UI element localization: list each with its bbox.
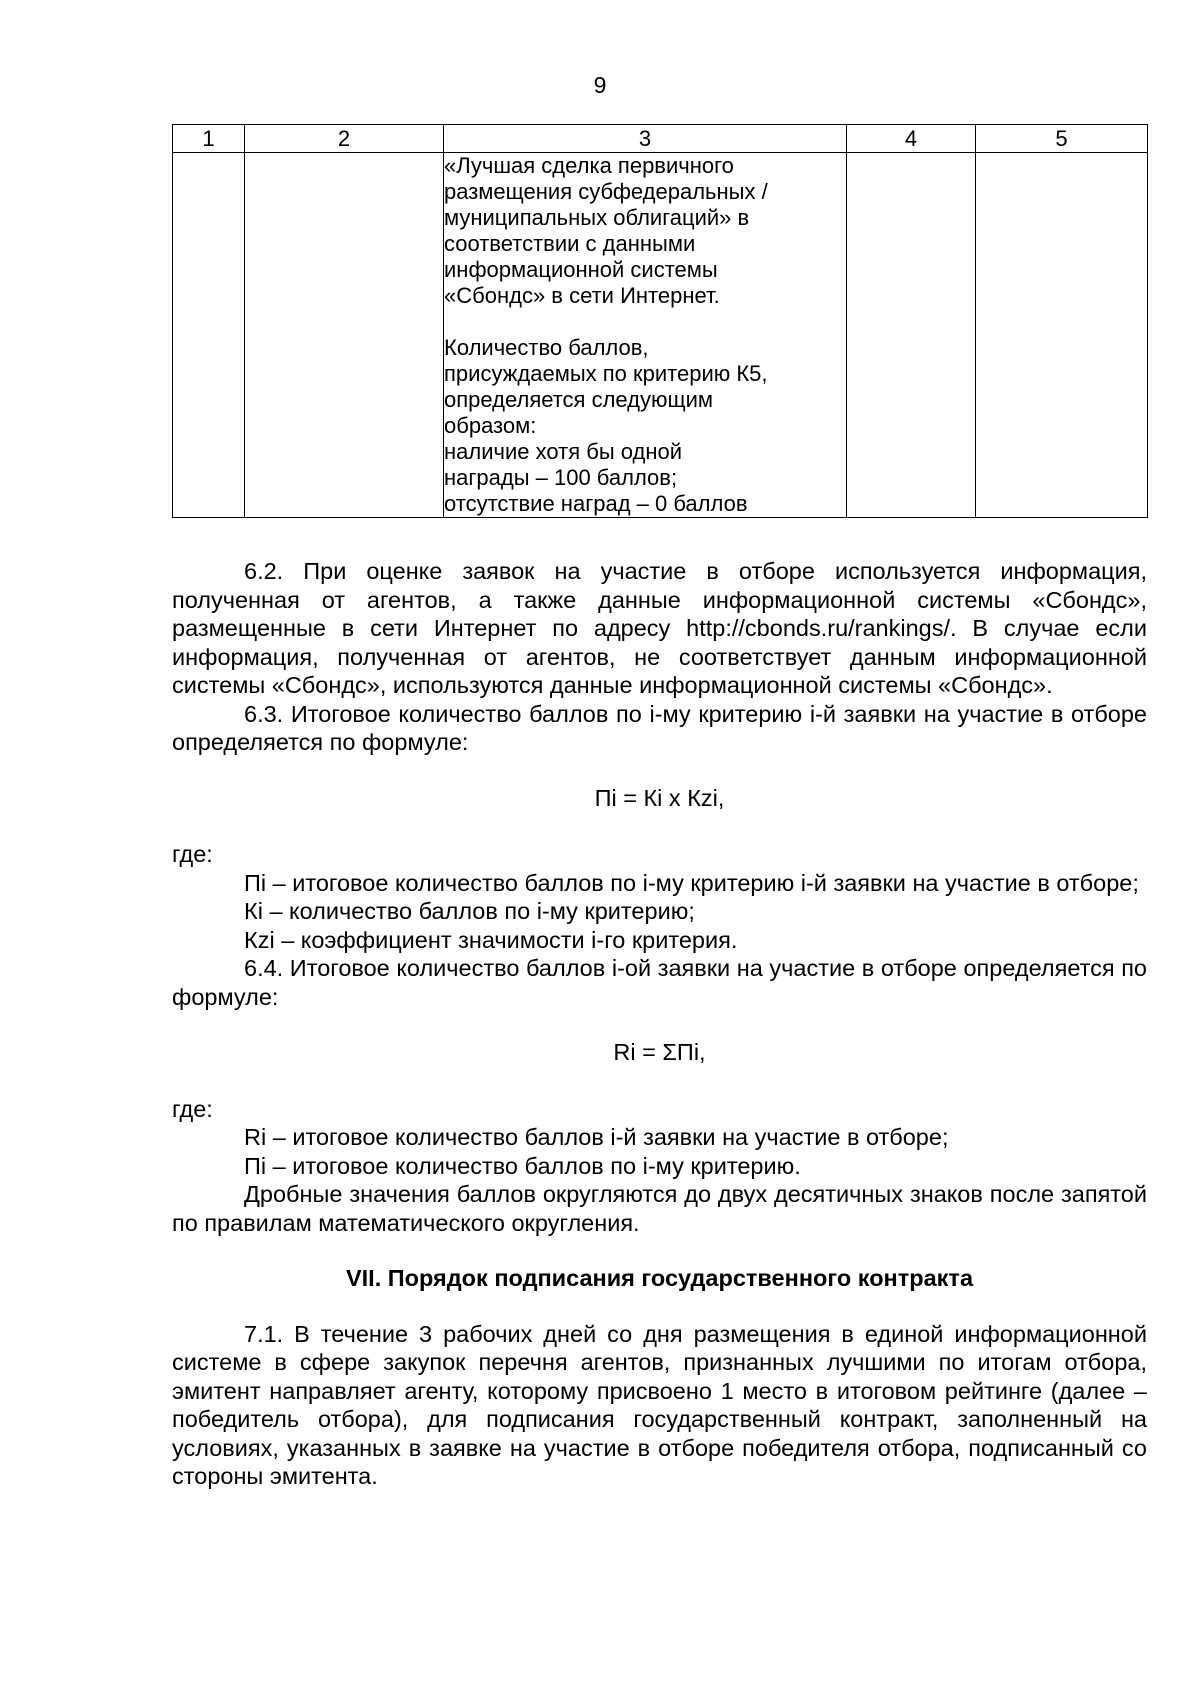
definition-ri: Ri – итоговое количество баллов i-й заявки на участие в отборе;: [244, 1124, 949, 1150]
where-label: где:: [172, 841, 213, 867]
table-header-cell: 3: [444, 125, 847, 153]
definition-ki: Кi – количество баллов по i-му критерию;: [244, 898, 695, 924]
table-cell-empty: [245, 153, 444, 518]
paragraph-7-1: 7.1. В течение 3 рабочих дней со дня размещения в единой информационной системе в сфере закупок перечня агентов, признанных лучшими по итогам отбора, эмитент направляет агенту, которому присвоено 1 место в итоговом рейтинге (далее – победитель отбора), для подписания государственный контракт, заполненный на условиях, указанных в заявке на участие в отборе победителя отбора, подписанный со стороны эмитента.: [172, 1320, 1147, 1489]
table-row: [173, 153, 1148, 518]
table-cell-empty: [976, 153, 1148, 518]
table-header-cell: 5: [976, 125, 1148, 153]
where-label: где:: [172, 1095, 213, 1122]
criteria-table: [172, 124, 1148, 518]
formula-pi: Пi = Кi x Кzi,: [594, 784, 725, 811]
document-body: [172, 557, 1147, 1491]
rounding-rule: Дробные значения баллов округляются до двух десятичных знаков после запятой по правилам математического округления.: [172, 1181, 1147, 1236]
paragraph-6-4: 6.4. Итоговое количество баллов i-ой заявки на участие в отборе определяется по формуле:: [172, 955, 1147, 1010]
table-header-cell: 2: [245, 125, 444, 153]
page-number: 9: [593, 72, 607, 98]
definition-kzi: Кzi – коэффициент значимости i-го критерия.: [244, 926, 738, 953]
section-heading: VII. Порядок подписания государственного контракта: [345, 1265, 974, 1291]
definition-pi-total: Пi – итоговое количество баллов по i-му критерию.: [244, 1152, 801, 1179]
criterion-scoring: Количество баллов, присуждаемых по критерию К5, определяется следующим образом: наличие хотя бы одной награды – 100 баллов; отсутствие наград – 0 баллов: [444, 335, 768, 516]
criterion-description: «Лучшая сделка первичного размещения субфедеральных / муниципальных облигаций» в соответствии с данными информационной системы «Сбондс» в сети Интернет.: [444, 153, 768, 308]
table-cell-criterion-text: [444, 153, 847, 518]
table-cell-empty: [847, 153, 976, 518]
formula-ri: Ri = ΣПi,: [613, 1039, 706, 1065]
table-cell-empty: [173, 153, 245, 518]
table-header-cell: 4: [847, 125, 976, 153]
table-header-cell: 1: [173, 125, 245, 153]
paragraph-6-2: 6.2. При оценке заявок на участие в отборе используется информация, полученная от агентов, а также данные информационной системы «Сбондс», размещенные в сети Интернет по адресу http://cbonds.ru/rankings/. В случае если информация, полученная от агентов, не соответствует данным информационной системы «Сбондс», используются данные информационной системы «Сбондс».: [172, 558, 1147, 698]
definition-pi: Пi – итоговое количество баллов по i-му критерию i-й заявки на участие в отборе;: [244, 869, 1139, 896]
paragraph-6-3: 6.3. Итоговое количество баллов по i-му критерию i-й заявки на участие в отборе определяется по формуле:: [172, 700, 1147, 755]
table-header-row: [173, 125, 1148, 153]
